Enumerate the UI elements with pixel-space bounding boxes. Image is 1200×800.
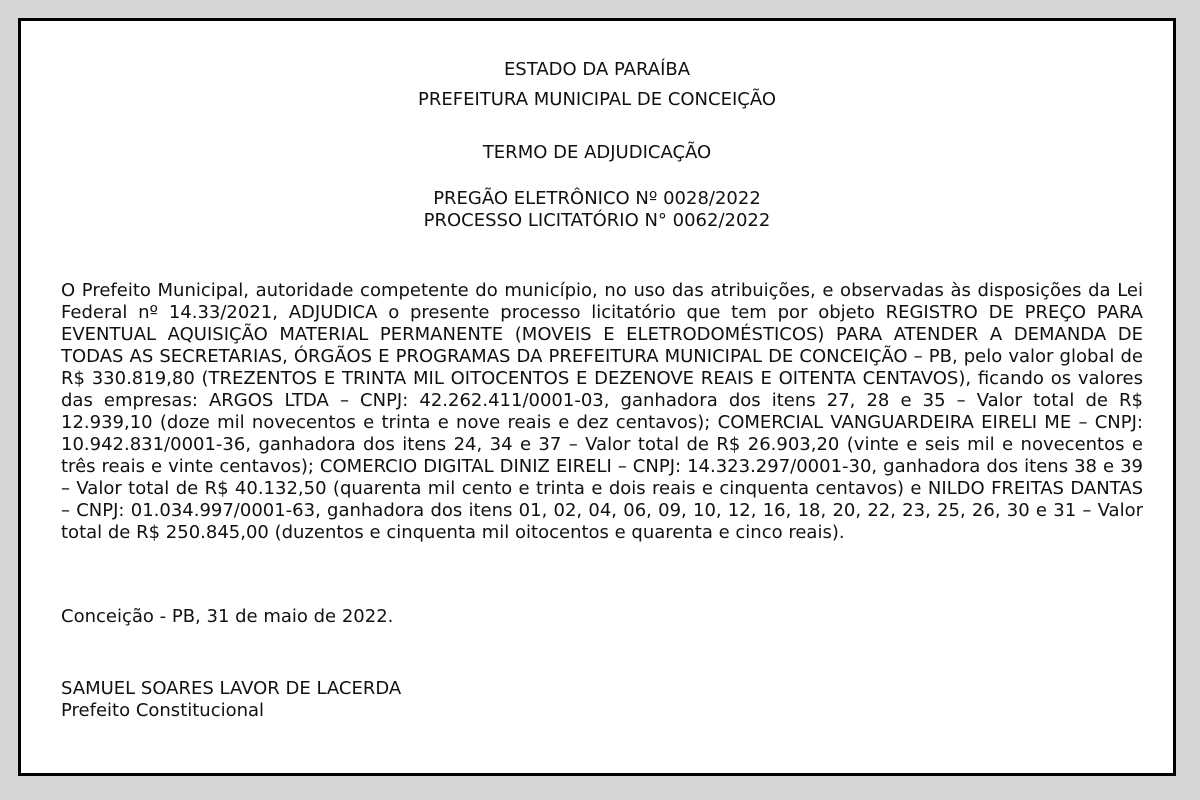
signature-block bbox=[61, 678, 401, 722]
state-heading: ESTADO DA PARAÍBA bbox=[503, 59, 691, 80]
process-number: PROCESSO LICITATÓRIO N° 0062/2022 bbox=[423, 210, 771, 231]
auction-number: PREGÃO ELETRÔNICO Nº 0028/2022 bbox=[433, 188, 761, 209]
city-hall-heading: PREFEITURA MUNICIPAL DE CONCEIÇÃO bbox=[417, 89, 776, 110]
adjudication-paragraph: O Prefeito Municipal, autoridade competente do município, no uso das atribuições, e observadas às disposições da Lei Federal nº 14.33/2021, ADJUDICA o presente processo licitatório que tem por objeto REGISTRO DE PREÇO PARA EVENTUAL AQUISIÇÃO MATERIAL PERMANENTE (MOVEIS E ELETRODOMÉSTICOS) PARA ATENDER A DEMANDA DE TODAS AS SECRETARIAS, ÓRGÃOS E PROGRAMAS DA PREFEITURA MUNICIPAL DE CONCEIÇÃO – PB, pelo valor global de R$ 330.819,80 (TREZENTOS E TRINTA MIL OITOCENTOS E DEZENOVE REAIS E OITENTA CENTAVOS), ficando os valores das empresas: ARGOS LTDA – CNPJ: 42.262.411/0001-03, ganhadora dos itens 27, 28 e 35 – Valor total de R$ 12.939,10 (doze mil novecentos e trinta e nove reais e dez centavos); COMERCIAL VANGUARDEIRA EIRELI ME – CNPJ: 10.942.831/0001-36, ganhadora dos itens 24, 34 e 37 – Valor total de R$ 26.903,20 (vinte e seis mil e novecentos e três reais e vinte centavos); COMERCIO DIGITAL DINIZ EIRELI – CNPJ: 14.323.297/0001-30, ganhadora dos itens 38 e 39 – Valor total de R$ 40.132,50 (quarenta mil cento e trinta e dois reais e cinquenta centavos) e NILDO FREITAS DANTAS – CNPJ: 01.034.997/0001-63, ganhadora dos itens 01, 02, 04, 06, 09, 10, 12, 16, 18, 20, 22, 23, 25, 26, 30 e 31 – Valor total de R$ 250.845,00 (duzentos e cinquenta mil oitocentos e quarenta e cinco reais). bbox=[61, 280, 1143, 543]
date-place: Conceição - PB, 31 de maio de 2022. bbox=[61, 606, 394, 627]
document-frame bbox=[18, 18, 1176, 776]
signatory-name: SAMUEL SOARES LAVOR DE LACERDA bbox=[61, 678, 402, 699]
signatory-role: Prefeito Constitucional bbox=[61, 700, 265, 721]
document-title: TERMO DE ADJUDICAÇÃO bbox=[482, 142, 712, 163]
document-header bbox=[21, 55, 1173, 232]
